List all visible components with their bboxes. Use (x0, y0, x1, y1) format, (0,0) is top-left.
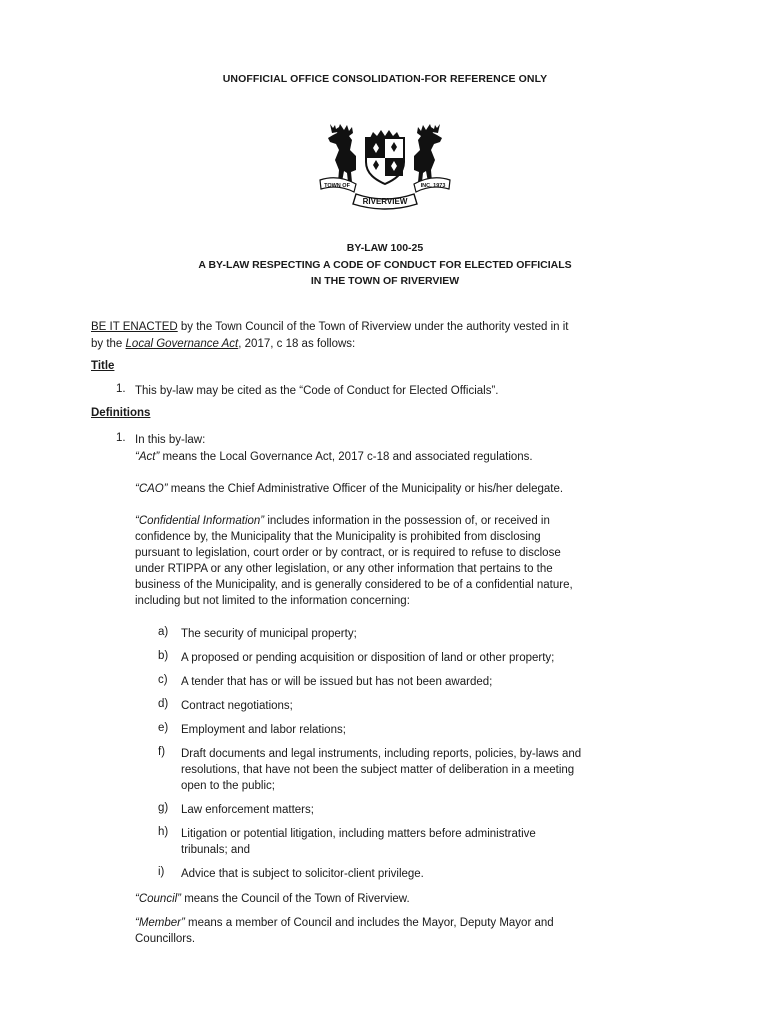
bylaw-title-line: IN THE TOWN OF RIVERVIEW (310, 275, 460, 287)
term-cao: “CAO” (135, 483, 168, 495)
list-item-label: f) (158, 746, 166, 758)
list-item-label: c) (158, 674, 168, 686)
definitions-intro: In this by-law: (135, 434, 206, 446)
list-item-text: tribunals; and (181, 844, 251, 856)
shield-icon (366, 130, 404, 184)
consolidation-notice: UNOFFICIAL OFFICE CONSOLIDATION-FOR REFERENCE ONLY (222, 73, 548, 85)
bylaw-title-block (0, 240, 770, 290)
definition-text: means the Council of the Town of Riverview. (181, 893, 410, 905)
list-item-text: Law enforcement matters; (181, 804, 314, 816)
list-item (181, 626, 681, 642)
list-item (181, 802, 681, 818)
list-item-text: A tender that has or will be issued but has not been awarded; (181, 676, 493, 688)
act-name-link: Local Governance Act (125, 338, 239, 350)
list-item-label: d) (158, 698, 169, 710)
definition-act (135, 449, 533, 465)
title-item-number: 1. (116, 383, 126, 395)
list-item-text: Employment and labor relations; (181, 724, 346, 736)
list-item-label: a) (158, 626, 169, 638)
enactment-text: by the (91, 338, 126, 350)
definition-text: means the Local Governance Act, 2017 c-18 and associated regulations. (159, 451, 533, 463)
crest-left-banner-text: TOWN OF (324, 183, 350, 189)
definition-text: including but not limited to the information concerning: (135, 595, 410, 607)
list-item (181, 698, 681, 714)
list-item-label: i) (158, 866, 165, 878)
title-heading: Title (91, 360, 115, 372)
list-item-label: b) (158, 650, 169, 662)
enactment-text: , 2017, c 18 as follows: (238, 338, 356, 350)
bylaw-number: BY-LAW 100-25 (346, 242, 424, 254)
definition-text: pursuant to legislation, court order or by contract, or is required to refuse to disclose (135, 547, 561, 559)
term-council: “Council” (135, 893, 182, 905)
definition-text: means a member of Council and includes the Mayor, Deputy Mayor and (184, 917, 554, 929)
list-item-text: Advice that is subject to solicitor-client privilege. (181, 868, 424, 880)
enactment-text: by the Town Council of the Town of Riverview under the authority vested in it (177, 321, 569, 333)
list-item-text: open to the public; (181, 780, 275, 792)
definition-member (135, 915, 675, 947)
definition-cao (135, 481, 563, 497)
list-item (181, 674, 681, 690)
list-item (181, 866, 681, 882)
left-moose-icon (328, 124, 356, 182)
town-crest-logo (318, 118, 452, 214)
list-item-label: g) (158, 802, 169, 814)
definitions-heading: Definitions (91, 407, 151, 419)
list-item (181, 722, 681, 738)
definition-text: includes information in the possession of, or received in (264, 515, 550, 527)
term-confidential-information: “Confidential Information” (135, 515, 265, 527)
list-item-text: Draft documents and legal instruments, including reports, policies, by-laws and (181, 748, 582, 760)
crest-right-banner-text: INC. 1973 (420, 183, 446, 189)
title-item-text: This by-law may be cited as the “Code of Conduct for Elected Officials”. (135, 385, 499, 397)
list-item (181, 826, 681, 858)
definitions-item-number: 1. (116, 432, 126, 444)
list-item (181, 650, 681, 666)
list-item-label: e) (158, 722, 169, 734)
bylaw-title-line: A BY-LAW RESPECTING A CODE OF CONDUCT FOR ELECTED OFFICIALS (198, 258, 572, 271)
enacted-phrase: BE IT ENACTED (91, 321, 178, 333)
list-item (181, 746, 681, 794)
definition-text: Councillors. (135, 933, 196, 945)
list-item-label: h) (158, 826, 169, 838)
term-member: “Member” (135, 917, 185, 929)
crest-bottom-banner-text: RIVERVIEW (362, 197, 408, 206)
list-item-text: Litigation or potential litigation, including matters before administrative (181, 828, 536, 840)
term-act: “Act” (135, 451, 160, 463)
definition-text: under RTIPPA or any other legislation, or any other information that pertains to the (135, 563, 553, 575)
right-moose-icon (414, 124, 442, 182)
list-item-text: Contract negotiations; (181, 700, 293, 712)
list-item-text: resolutions, that have not been the subject matter of deliberation in a meeting (181, 764, 575, 776)
definition-council (135, 891, 410, 907)
list-item-text: A proposed or pending acquisition or disposition of land or other property; (181, 652, 555, 664)
definition-text: means the Chief Administrative Officer of the Municipality or his/her delegate. (167, 483, 564, 495)
enactment-clause-line-2 (91, 336, 355, 352)
definition-confidential-information (135, 513, 675, 609)
definition-text: business of the Municipality, and is generally considered to be of a confidential nature, (135, 579, 573, 591)
definition-text: confidence by, the Municipality that the Municipality is prohibited from disclosing (135, 531, 541, 543)
list-item-text: The security of municipal property; (181, 628, 357, 640)
enactment-clause-line-1 (91, 319, 569, 335)
